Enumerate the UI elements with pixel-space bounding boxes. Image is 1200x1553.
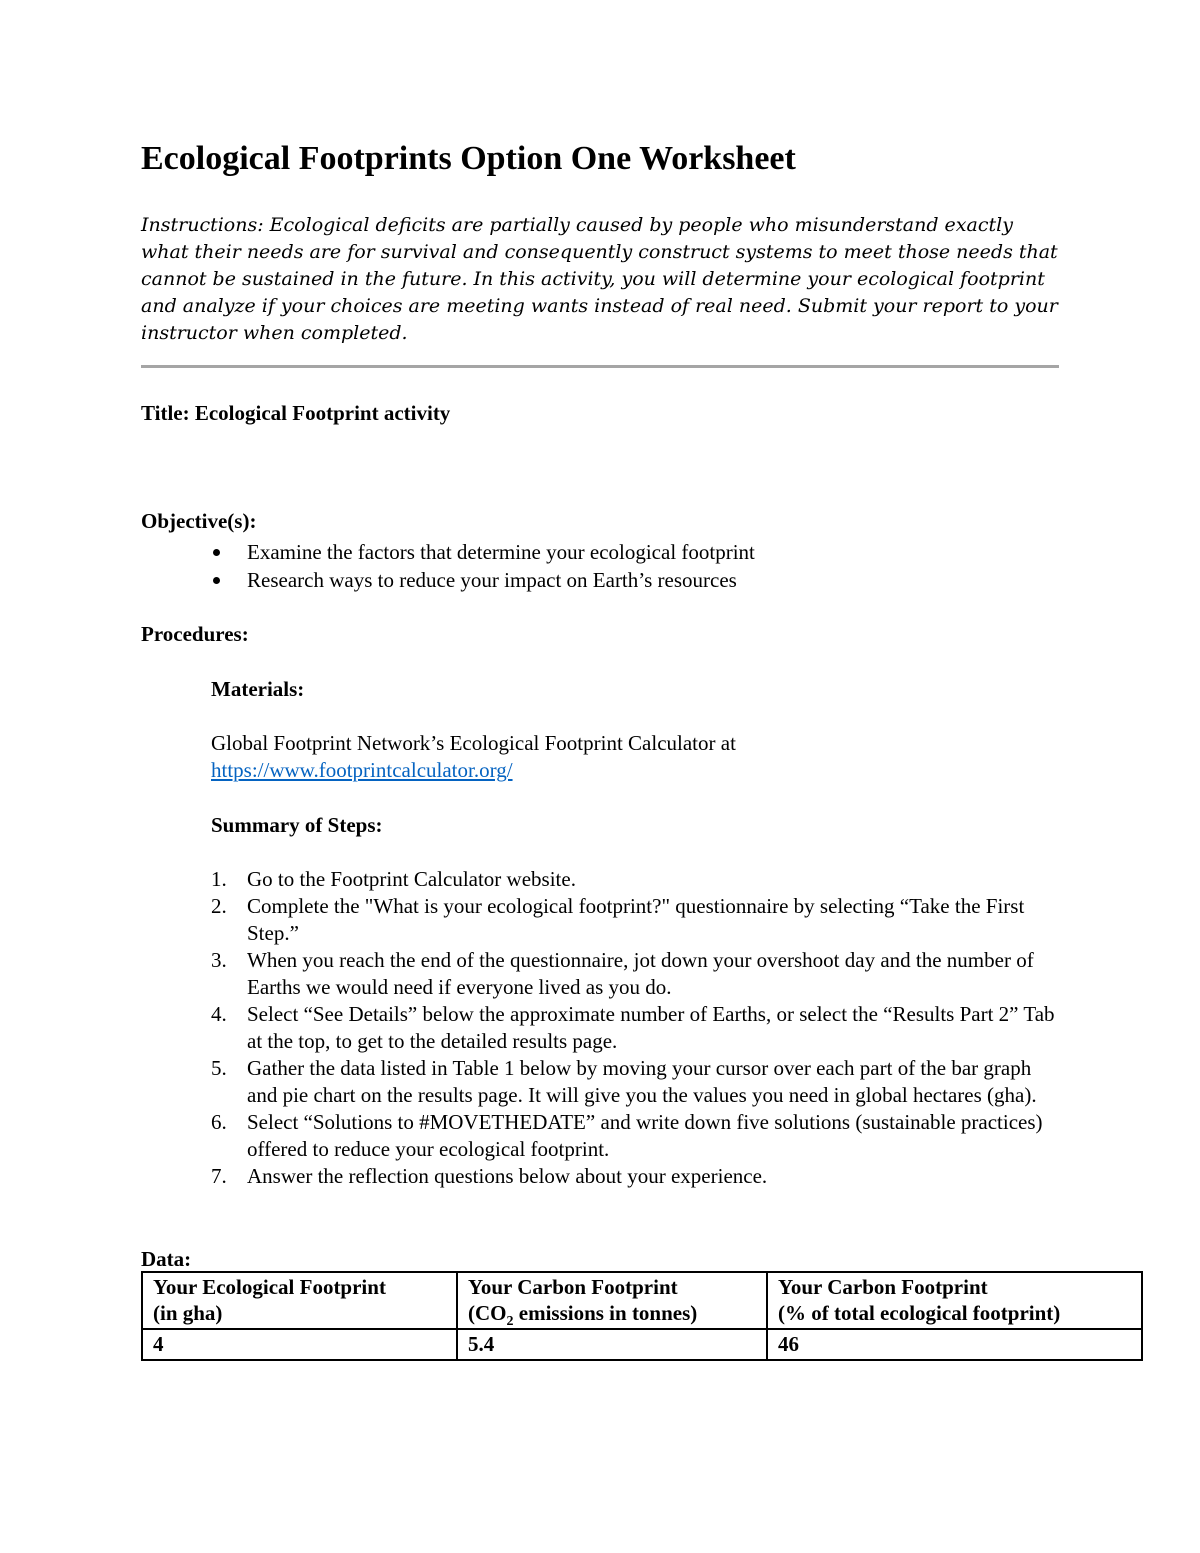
step-number: 6. <box>211 1110 227 1134</box>
step-number: 4. <box>211 1002 227 1026</box>
objectives-heading: Objective(s): <box>141 509 257 533</box>
step-number: 1. <box>211 867 227 891</box>
list-item <box>211 947 1061 1001</box>
list-item <box>211 866 1061 893</box>
table-header-cell: Your Ecological Footprint (in gha) <box>142 1272 457 1329</box>
steps-list <box>211 866 1061 1190</box>
step-number: 2. <box>211 894 227 918</box>
report-title: Title: Ecological Footprint activity <box>141 401 451 425</box>
objective-text: Research ways to reduce your impact on Earth’s resources <box>247 568 737 592</box>
calculator-link[interactable]: https://www.footprintcalculator.org/ <box>211 758 513 782</box>
step-text: When you reach the end of the questionnaire, jot down your overshoot day and the number of Earths we would need if everyone lived as you do. <box>247 948 1034 999</box>
step-number: 3. <box>211 948 227 972</box>
step-text: Go to the Footprint Calculator website. <box>247 867 576 891</box>
carbon-emissions-value[interactable]: 5.4 <box>457 1329 767 1360</box>
steps-heading: Summary of Steps: <box>211 813 383 837</box>
list-item <box>211 893 1061 947</box>
step-number: 5. <box>211 1056 227 1080</box>
step-text: Complete the "What is your ecological footprint?" questionnaire by selecting “Take the First Step.” <box>247 894 1025 945</box>
procedures-heading: Procedures: <box>141 622 249 646</box>
data-table <box>141 1271 1143 1361</box>
page-title: Ecological Footprints Option One Worksheet <box>141 140 796 177</box>
table-header-cell: Your Carbon Footprint ($CO_2$ emissions in tonnes) <box>457 1272 767 1329</box>
step-text: Select “See Details” below the approximate number of Earths, or select the “Results Part 2” Tab at the top, to get to the detailed results page. <box>247 1002 1055 1053</box>
list-item <box>211 1163 1061 1190</box>
materials-text-block <box>211 730 1061 784</box>
objectives-list <box>211 538 755 594</box>
list-item <box>211 1109 1061 1163</box>
carbon-percent-value[interactable]: 46 <box>767 1329 1142 1360</box>
ecological-footprint-value[interactable]: 4 <box>142 1329 457 1360</box>
objective-text: Examine the factors that determine your ecological footprint <box>247 540 755 564</box>
step-text: Select “Solutions to #MOVETHEDATE” and write down five solutions (sustainable practices) offered to reduce your ecological footprint. <box>247 1110 1043 1161</box>
table-header-cell: Your Carbon Footprint (% of total ecological footprint) <box>767 1272 1142 1329</box>
bullet-icon <box>213 549 220 556</box>
step-text: Answer the reflection questions below about your experience. <box>247 1164 768 1188</box>
list-item <box>211 538 755 566</box>
table-row <box>142 1329 1142 1360</box>
materials-text: Global Footprint Network’s Ecological Footprint Calculator at <box>211 731 736 755</box>
instructions-paragraph: Instructions: Ecological deficits are partially caused by people who misunderstand exactly what their needs are for survival and consequently construct systems to meet those needs that cannot be sustained in the future. In this activity, you will determine your ecological footprint and analyze if your choices are meeting wants instead of real need. Submit your report to your instructor when completed. <box>141 214 1058 344</box>
bullet-icon <box>213 577 220 584</box>
step-text: Gather the data listed in Table 1 below by moving your cursor over each part of the bar graph and pie chart on the results page. It will give you the values you need in global hectares (gha). <box>247 1056 1037 1107</box>
horizontal-divider <box>141 365 1059 368</box>
materials-heading: Materials: <box>211 677 305 701</box>
list-item <box>211 1055 1061 1109</box>
table-header-row <box>142 1272 1142 1329</box>
step-number: 7. <box>211 1164 227 1188</box>
list-item <box>211 566 755 594</box>
list-item <box>211 1001 1061 1055</box>
data-heading: Data: <box>141 1247 192 1271</box>
